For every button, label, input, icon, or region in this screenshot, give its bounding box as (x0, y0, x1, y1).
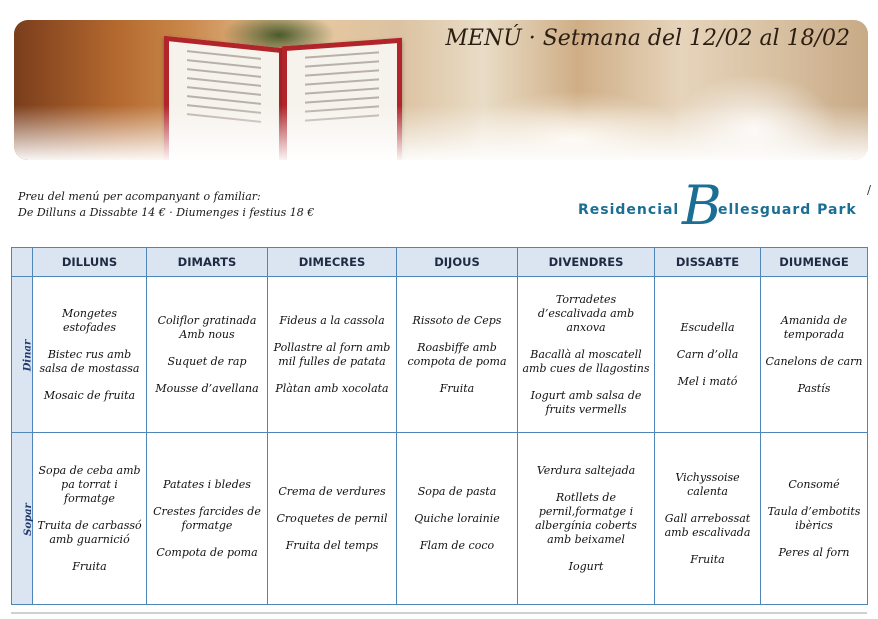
meal-label-cell (12, 277, 33, 433)
price-note (18, 189, 314, 221)
dish-item: Quiche lorainie (414, 511, 500, 525)
brand-word-residencial: Residencial (578, 202, 680, 218)
day-header-row (12, 248, 868, 277)
meal-label: Sopar (22, 503, 34, 536)
day-header-dimarts: DIMARTS (147, 248, 268, 277)
meal-row-dinar (12, 277, 868, 433)
dish-item: Plàtan amb xocolata (275, 381, 389, 395)
dish-item: Sopa de ceba amb pa torrat i formatge (38, 463, 141, 505)
menu-cell-divendres (518, 433, 655, 605)
slash-mark: / (867, 183, 872, 197)
dish-item: Consomé (788, 477, 840, 491)
dish-item: Compota de poma (156, 545, 258, 559)
dish-item: Vichyssoise calenta (675, 470, 740, 498)
menu-cell-dissabte (655, 433, 761, 605)
price-note-line-1: Preu del menú per acompanyant o familiar: (18, 190, 261, 203)
brand-letter-b: B (682, 174, 722, 237)
dish-item: Fruita del temps (285, 538, 379, 552)
header-banner-photo (14, 20, 868, 160)
dish-item: Mel i mató (677, 374, 738, 388)
banner-fade (14, 105, 868, 160)
dish-item: Rotllets de pernil,formatge i albergínia coberts amb beixamel (535, 490, 637, 546)
dish-item: Rissoto de Ceps (412, 313, 502, 327)
dish-item: Truita de carbassó amb guarnició (37, 518, 142, 546)
menu-cell-diumenge (761, 433, 868, 605)
menu-cell-dimecres (268, 277, 397, 433)
dish-item: Suquet de rap (167, 354, 247, 368)
menu-cell-dissabte (655, 277, 761, 433)
dish-item: Crestes farcides de formatge (153, 504, 261, 532)
day-header-dijous: DIJOUS (397, 248, 518, 277)
dish-item: Patates i bledes (163, 477, 251, 491)
meal-label: Dinar (22, 339, 34, 372)
menu-cell-dilluns (33, 433, 147, 605)
dish-item: Gall arrebossat amb escalivada (664, 511, 751, 539)
price-note-line-2: De Dilluns a Dissabte 14 € · Diumenges i festius 18 € (18, 206, 315, 219)
page-title: MENÚ · Setmana del 12/02 al 18/02 (445, 26, 850, 51)
dish-item: Taula d’embotits ibèrics (767, 504, 861, 532)
meal-label-cell (12, 433, 33, 605)
dish-item: Pastís (797, 381, 831, 395)
dish-item: Canelons de carn (765, 354, 863, 368)
menu-cell-dimarts (147, 277, 268, 433)
day-header-dissabte: DISSABTE (655, 248, 761, 277)
menu-cell-dijous (397, 277, 518, 433)
dish-item: Verdura saltejada (536, 463, 636, 477)
menu-cell-divendres (518, 277, 655, 433)
dish-item: Bistec rus amb salsa de mostassa (39, 347, 140, 375)
dish-item: Flam de coco (419, 538, 495, 552)
dish-item: Crema de verdures (278, 484, 386, 498)
meal-row-sopar (12, 433, 868, 605)
bottom-divider (11, 612, 867, 614)
day-header-dilluns: DILLUNS (33, 248, 147, 277)
brand-word-bellesguard-park: ellesguard Park (718, 202, 857, 218)
dish-item: Roasbiffe amb compota de poma (407, 340, 507, 368)
dish-item: Sopa de pasta (417, 484, 497, 498)
dish-item: Croquetes de pernil (276, 511, 388, 525)
corner-cell (12, 248, 33, 277)
dish-item: Iogurt amb salsa de fruits vermells (530, 388, 642, 416)
menu-cell-dilluns (33, 277, 147, 433)
dish-item: Bacallà al moscatell amb cues de llagostins (522, 347, 650, 375)
dish-item: Carn d’olla (676, 347, 739, 361)
menu-cell-dimarts (147, 433, 268, 605)
dish-item: Fruita (439, 381, 475, 395)
dish-item: Coliflor gratinada Amb nous (157, 313, 257, 341)
dish-item: Iogurt (568, 559, 604, 573)
dish-item: Escudella (680, 320, 735, 334)
menu-cell-dimecres (268, 433, 397, 605)
dish-item: Pollastre al forn amb mil fulles de patata (273, 340, 391, 368)
day-header-divendres: DIVENDRES (518, 248, 655, 277)
dish-item: Amanida de temporada (780, 313, 848, 341)
menu-cell-diumenge (761, 277, 868, 433)
dish-item: Mosaic de fruita (43, 388, 136, 402)
dish-item: Fideus a la cassola (279, 313, 385, 327)
day-header-dimecres: DIMECRES (268, 248, 397, 277)
dish-item: Mongetes estofades (61, 306, 118, 334)
dish-item: Fruita (690, 552, 725, 566)
weekly-menu-table (11, 247, 868, 605)
menu-cell-dijous (397, 433, 518, 605)
day-header-diumenge: DIUMENGE (761, 248, 868, 277)
dish-item: Peres al forn (778, 545, 850, 559)
brand-logo (578, 174, 870, 240)
dish-item: Fruita (72, 559, 107, 573)
dish-item: Torradetes d’escalivada amb anxova (537, 292, 635, 334)
dish-item: Mousse d’avellana (155, 381, 259, 395)
